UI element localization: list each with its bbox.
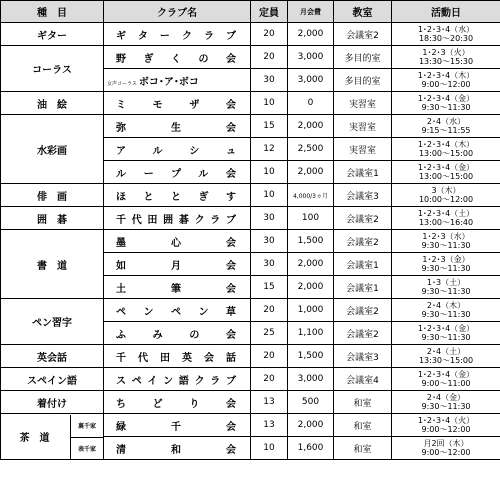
fee-cell: 2,000 xyxy=(288,23,334,46)
tea-sub-column xyxy=(70,415,103,460)
room-cell: 実習室 xyxy=(334,138,392,161)
genre-cell: 俳 画 xyxy=(1,184,104,207)
genre-cell: スペイン語 xyxy=(1,368,104,391)
capacity-cell: 30 xyxy=(251,253,288,276)
header-fee: 月会費 xyxy=(288,1,334,23)
activity-time: 9:30～11:30 xyxy=(421,310,471,319)
club-name: 如月会 xyxy=(104,253,251,276)
table-row xyxy=(1,207,500,230)
activity-day: 2･4（水） xyxy=(426,117,466,126)
capacity-cell: 20 xyxy=(251,23,288,46)
activity-time: 9:30～11:30 xyxy=(421,241,471,250)
activity-cell xyxy=(392,23,500,46)
capacity-cell: 25 xyxy=(251,322,288,345)
activity-day: 1･2･3･4（金） xyxy=(417,94,475,103)
header-room: 教室 xyxy=(334,1,392,23)
club-name: 千代田英会話 xyxy=(104,345,251,368)
club-name: ミモザ会 xyxy=(104,92,251,115)
activity-cell xyxy=(392,138,500,161)
genre-cell: 着付け xyxy=(1,391,104,414)
capacity-cell: 20 xyxy=(251,345,288,368)
room-cell: 和室 xyxy=(334,414,392,437)
club-name: 土筆会 xyxy=(104,276,251,299)
activity-cell xyxy=(392,161,500,184)
activity-day: 1･2･3･4（火） xyxy=(417,416,475,425)
club-name: 千代田囲碁クラブ xyxy=(104,207,251,230)
fee-cell: 2,500 xyxy=(288,138,334,161)
club-name: 清和会 xyxy=(104,437,251,460)
room-cell: 会議室2 xyxy=(334,23,392,46)
genre-cell: コーラス xyxy=(1,46,104,92)
club-name: 墨心会 xyxy=(104,230,251,253)
activity-day: 1･2･3･4（水） xyxy=(417,25,475,34)
genre-label: 茶 道 xyxy=(19,433,50,444)
activity-time: 9:30～11:30 xyxy=(421,402,471,411)
activity-cell xyxy=(392,345,500,368)
genre-cell: 水彩画 xyxy=(1,115,104,184)
sub-school-label: 裏千家 xyxy=(70,415,103,438)
table-row xyxy=(1,230,500,253)
club-name: ほととぎす xyxy=(104,184,251,207)
activity-day: 1･2･3（火） xyxy=(422,48,470,57)
capacity-cell: 30 xyxy=(251,230,288,253)
activity-day: 2･4（土） xyxy=(426,347,466,356)
room-cell: 会議室3 xyxy=(334,184,392,207)
activity-cell xyxy=(392,276,500,299)
club-name: ふみの会 xyxy=(104,322,251,345)
activity-day: 1･2･3･4（金） xyxy=(417,163,475,172)
fee-cell: 3,000 xyxy=(288,368,334,391)
capacity-cell: 10 xyxy=(251,184,288,207)
activity-cell xyxy=(392,92,500,115)
activity-day: 1･2･3･4（金） xyxy=(417,324,475,333)
activity-cell xyxy=(392,414,500,437)
room-cell: 会議室2 xyxy=(334,322,392,345)
header-genre: 種 目 xyxy=(1,1,104,23)
activity-cell xyxy=(392,391,500,414)
club-name: ループル会 xyxy=(104,161,251,184)
table-row xyxy=(1,368,500,391)
room-cell: 会議室1 xyxy=(334,253,392,276)
activity-cell xyxy=(392,299,500,322)
table-row xyxy=(1,345,500,368)
fee-cell: 1,600 xyxy=(288,437,334,460)
activity-cell xyxy=(392,322,500,345)
capacity-cell: 20 xyxy=(251,368,288,391)
activity-cell xyxy=(392,207,500,230)
activity-cell xyxy=(392,115,500,138)
capacity-cell: 10 xyxy=(251,437,288,460)
genre-cell: 油 絵 xyxy=(1,92,104,115)
header-activity: 活動日 xyxy=(392,1,500,23)
room-cell: 和室 xyxy=(334,391,392,414)
fee-cell: 2,000 xyxy=(288,414,334,437)
activity-time: 13:00～15:00 xyxy=(418,172,474,181)
activity-day: 月2回（木） xyxy=(423,439,469,448)
activity-day: 1･3（土） xyxy=(426,278,466,287)
activity-cell xyxy=(392,437,500,460)
capacity-cell: 10 xyxy=(251,161,288,184)
activity-day: 2･4（金） xyxy=(426,393,466,402)
room-cell: 会議室2 xyxy=(334,299,392,322)
activity-day: 2･4（木） xyxy=(426,301,466,310)
club-name: 野ぎくの会 xyxy=(104,46,251,69)
fee-cell: 4,000/3ヵ月 xyxy=(288,184,334,207)
room-cell: 会議室3 xyxy=(334,345,392,368)
room-cell: 会議室1 xyxy=(334,161,392,184)
room-cell: 会議室2 xyxy=(334,230,392,253)
activity-time: 9:00～12:00 xyxy=(421,448,471,457)
capacity-cell: 15 xyxy=(251,276,288,299)
fee-cell: 1,100 xyxy=(288,322,334,345)
capacity-cell: 30 xyxy=(251,69,288,92)
header-row xyxy=(1,1,500,23)
table-row xyxy=(1,184,500,207)
activity-time: 13:00～16:40 xyxy=(418,218,474,227)
fee-cell: 3,000 xyxy=(288,69,334,92)
header-club: クラブ名 xyxy=(104,1,251,23)
activity-time: 13:30～15:00 xyxy=(418,356,474,365)
activity-time: 9:30～11:30 xyxy=(421,264,471,273)
sub-school-label: 表千家 xyxy=(70,438,103,460)
activity-cell xyxy=(392,69,500,92)
activity-cell xyxy=(392,184,500,207)
fee-cell: 0 xyxy=(288,92,334,115)
table-row xyxy=(1,92,500,115)
capacity-cell: 15 xyxy=(251,115,288,138)
fee-cell: 500 xyxy=(288,391,334,414)
fee-cell: 1,500 xyxy=(288,345,334,368)
genre-cell: 囲 碁 xyxy=(1,207,104,230)
header-capacity: 定員 xyxy=(251,1,288,23)
fee-cell: 100 xyxy=(288,207,334,230)
capacity-cell: 13 xyxy=(251,414,288,437)
fee-cell: 2,000 xyxy=(288,276,334,299)
fee-cell: 2,000 xyxy=(288,253,334,276)
activity-time: 9:30～11:30 xyxy=(421,333,471,342)
club-name: 弥生会 xyxy=(104,115,251,138)
activity-time: 9:00～12:00 xyxy=(421,425,471,434)
capacity-cell: 12 xyxy=(251,138,288,161)
activity-cell xyxy=(392,368,500,391)
club-name: ギタークラブ xyxy=(104,23,251,46)
capacity-cell: 20 xyxy=(251,299,288,322)
club-name: アルシュ xyxy=(104,138,251,161)
club-prefix: 女声コーラス xyxy=(107,80,137,87)
room-cell: 和室 xyxy=(334,437,392,460)
club-name: ボコ･ア･ボコ xyxy=(138,76,199,88)
activity-time: 9:00～12:00 xyxy=(421,80,471,89)
activity-day: 1･2･3･4（土） xyxy=(417,209,475,218)
genre-cell: ギター xyxy=(1,23,104,46)
club-name: ペンペン草 xyxy=(104,299,251,322)
fee-cell: 2,000 xyxy=(288,161,334,184)
activity-day: 1･2･3（水） xyxy=(422,232,470,241)
capacity-cell: 13 xyxy=(251,391,288,414)
genre-cell: 英会話 xyxy=(1,345,104,368)
table-row xyxy=(1,299,500,322)
capacity-cell: 10 xyxy=(251,92,288,115)
club-name: ちどり会 xyxy=(104,391,251,414)
genre-cell: 書 道 xyxy=(1,230,104,299)
club-name: スペイン語クラブ xyxy=(104,368,251,391)
activity-day: 1･2･3･4（金） xyxy=(417,370,475,379)
fee-cell: 2,000 xyxy=(288,115,334,138)
activity-day: 1･2･3（金） xyxy=(422,255,470,264)
activity-time: 9:00～11:00 xyxy=(421,379,471,388)
activity-day: 3（木） xyxy=(431,186,461,195)
capacity-cell: 20 xyxy=(251,46,288,69)
table-row xyxy=(1,46,500,69)
activity-time: 9:15～11:55 xyxy=(421,126,471,135)
club-name-cell xyxy=(104,69,251,92)
fee-cell: 1,000 xyxy=(288,299,334,322)
room-cell: 実習室 xyxy=(334,115,392,138)
activity-time: 13:30～15:30 xyxy=(418,57,474,66)
room-cell: 多目的室 xyxy=(334,46,392,69)
club-name: 緑千会 xyxy=(104,414,251,437)
table-row xyxy=(1,115,500,138)
table-row xyxy=(1,391,500,414)
fee-cell: 3,000 xyxy=(288,46,334,69)
capacity-cell: 30 xyxy=(251,207,288,230)
activity-day: 1･2･3･4（木） xyxy=(417,140,475,149)
activity-day: 1･2･3･4（木） xyxy=(417,71,475,80)
room-cell: 多目的室 xyxy=(334,69,392,92)
activity-time: 9:30～11:30 xyxy=(421,103,471,112)
activity-cell xyxy=(392,46,500,69)
room-cell: 会議室1 xyxy=(334,276,392,299)
activity-time: 9:30～11:30 xyxy=(421,287,471,296)
genre-cell: ペン習字 xyxy=(1,299,104,345)
room-cell: 会議室2 xyxy=(334,207,392,230)
activity-time: 18:30～20:30 xyxy=(418,34,474,43)
activity-time: 13:00～15:00 xyxy=(418,149,474,158)
table-row xyxy=(1,23,500,46)
activity-time: 10:00～12:00 xyxy=(418,195,474,204)
room-cell: 会議室4 xyxy=(334,368,392,391)
activity-cell xyxy=(392,253,500,276)
room-cell: 実習室 xyxy=(334,92,392,115)
activity-cell xyxy=(392,230,500,253)
fee-cell: 1,500 xyxy=(288,230,334,253)
